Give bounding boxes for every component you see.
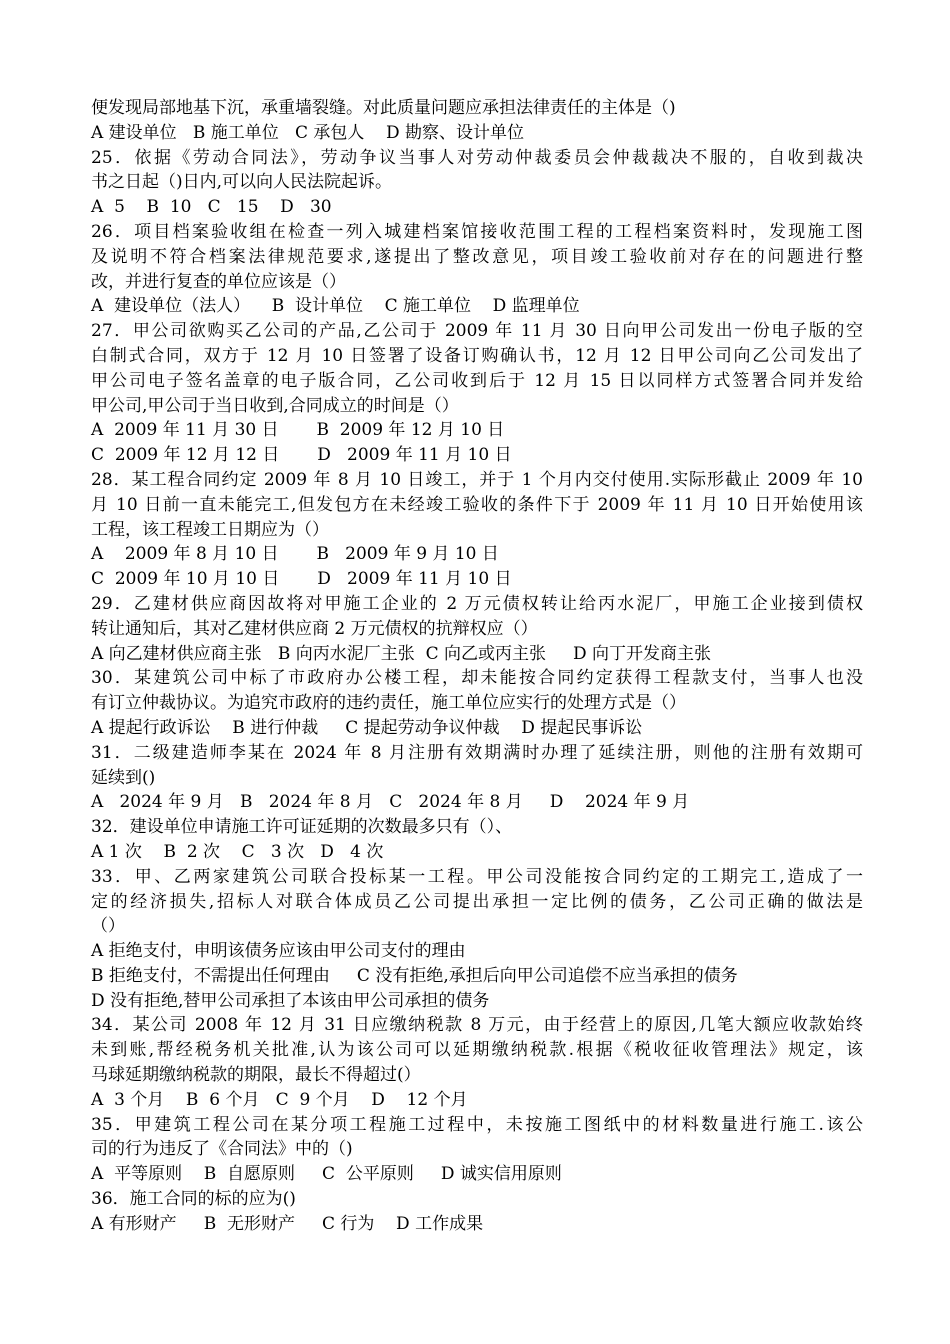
question-text-line: 月 10 日前一直未能完工,但发包方在未经竣工验收的条件下于 2009 年 11 月 10 日开始使用该 <box>91 494 863 515</box>
answer-options-line: A 有形财产 B 无形财产 C 行为 D 工作成果 <box>91 1213 484 1234</box>
answer-options-line: A 2009 年 8 月 10 日 B 2009 年 9 月 10 日 <box>91 544 499 565</box>
question-text-line: 及说明不符合档案法律规范要求,遂提出了整改意见，项目竣工验收前对存在的问题进行整 <box>91 246 863 267</box>
answer-options-line: A 建设单位 B 施工单位 C 承包人 D 勘察、设计单位 <box>91 122 525 143</box>
answer-options-line: A 1 次 B 2 次 C 3 次 D 4 次 <box>91 841 384 862</box>
question-text-line: 35．甲建筑工程公司在某分项工程施工过程中，未按施工图纸中的材料数量进行施工.该公 <box>91 1114 863 1135</box>
question-text-line: 马球延期缴纳税款的期限，最长不得超过(） <box>91 1065 421 1086</box>
answer-options-line: C 2009 年 10 月 10 日 D 2009 年 11 月 10 日 <box>91 569 512 590</box>
question-text-line: 甲公司,甲公司于当日收到,合同成立的时间是（） <box>91 395 459 416</box>
question-text-line: 转让通知后，其对乙建材供应商 2 万元债权的抗辩权应（） <box>91 618 538 639</box>
answer-options-line: A 5 B 10 C 15 D 30 <box>91 197 332 218</box>
question-text-line: 有订立仲裁协议。为追究市政府的违约责任，施工单位应实行的处理方式是（） <box>91 693 686 714</box>
question-text-line: 29．乙建材供应商因故将对甲施工企业的 2 万元债权转让给丙水泥厂，甲施工企业接到债权 <box>91 593 863 614</box>
answer-options-line: A 向乙建材供应商主张 B 向丙水泥厂主张 C 向乙或丙主张 D 向丁开发商主张 <box>91 643 712 664</box>
answer-options-line: C 2009 年 12 月 12 日 D 2009 年 11 月 10 日 <box>91 445 512 466</box>
answer-options-line: B 拒绝支付，不需提出任何理由 C 没有拒绝,承担后向甲公司追偿不应当承担的债务 <box>91 965 738 986</box>
question-text-line: 27．甲公司欲购买乙公司的产品,乙公司于 2009 年 11 月 30 日向甲公司发出一份电子版的空 <box>91 321 863 342</box>
question-text-line: 31．二级建造师李某在 2024 年 8 月注册有效期满时办理了延续注册，则他的注册有效期可 <box>91 742 863 763</box>
question-text-line: 甲公司电子签名盖章的电子版合同，乙公司收到后于 12 月 15 日以同样方式签署合同并发给 <box>91 370 863 391</box>
question-text-line: 32．建设单位申请施工许可证延期的次数最多只有（）、 <box>91 817 513 838</box>
question-text-line: 26．项目档案验收组在检查一列入城建档案馆接收范围工程的工程档案资料时，发现施工图 <box>91 221 863 242</box>
answer-options-line: A 3 个月 B 6 个月 C 9 个月 D 12 个月 <box>91 1089 468 1110</box>
question-text-line: 司的行为违反了《合同法》中的（) <box>91 1139 353 1160</box>
question-text-line: 36．施工合同的标的应为() <box>91 1189 296 1210</box>
question-text-line: 30．某建筑公司中标了市政府办公楼工程，却未能按合同约定获得工程款支付，当事人也没 <box>91 668 863 689</box>
question-text-line: 定的经济损失,招标人对联合体成员乙公司提出承担一定比例的债务，乙公司正确的做法是 <box>91 891 863 912</box>
answer-options-line: A 拒绝支付，申明该债务应该由甲公司支付的理由 <box>91 941 466 962</box>
answer-options-line: A 平等原则 B 自愿原则 C 公平原则 D 诚实信用原则 <box>91 1164 562 1185</box>
question-text-line: 便发现局部地基下沉，承重墙裂缝。对此质量问题应承担法律责任的主体是（) <box>91 98 676 118</box>
question-text-line: 延续到() <box>91 767 156 788</box>
question-text-line: 白制式合同，双方于 12 月 10 日签署了设备订购确认书，12 月 12 日甲公司向乙公司发出了 <box>91 345 863 366</box>
question-text-line: 工程，该工程竣工日期应为（） <box>91 519 329 540</box>
question-text-line: 28．某工程合同约定 2009 年 8 月 10 日竣工，并于 1 个月内交付使用.实际形截止 2009 年 10 <box>91 469 863 490</box>
answer-options-line: A 建设单位（法人） B 设计单位 C 施工单位 D 监理单位 <box>91 296 580 317</box>
question-text-line: 34．某公司 2008 年 12 月 31 日应缴纳税款 8 万元，由于经营上的原因,几笔大额应收款始终 <box>91 1015 863 1036</box>
document-page <box>91 96 863 1237</box>
question-text-line: 未到账,帮经税务机关批准,认为该公司可以延期缴纳税款.根据《税收征收管理法》规定，该 <box>91 1040 863 1061</box>
answer-options-line: D 没有拒绝,替甲公司承担了本该由甲公司承担的债务 <box>91 990 490 1011</box>
answer-options-line: A 2009 年 11 月 30 日 B 2009 年 12 月 10 日 <box>91 420 505 441</box>
question-text-line: （） <box>91 916 125 937</box>
question-text-line: 书之日起（)日内,可以向人民法院起诉。 <box>91 172 393 193</box>
answer-options-line: A 提起行政诉讼 B 进行仲裁 C 提起劳动争议仲裁 D 提起民事诉讼 <box>91 717 643 738</box>
question-text-line: 33．甲、乙两家建筑公司联合投标某一工程。甲公司没能按合同约定的工期完工,造成了一 <box>91 866 863 887</box>
question-text-line: 改，并进行复查的单位应该是（） <box>91 271 346 292</box>
answer-options-line: A 2024 年 9 月 B 2024 年 8 月 C 2024 年 8 月 D 2024 年 9 月 <box>91 792 690 813</box>
question-text-line: 25．依据《劳动合同法》，劳动争议当事人对劳动仲裁委员会仲裁裁决不服的，自收到裁决 <box>91 147 863 168</box>
